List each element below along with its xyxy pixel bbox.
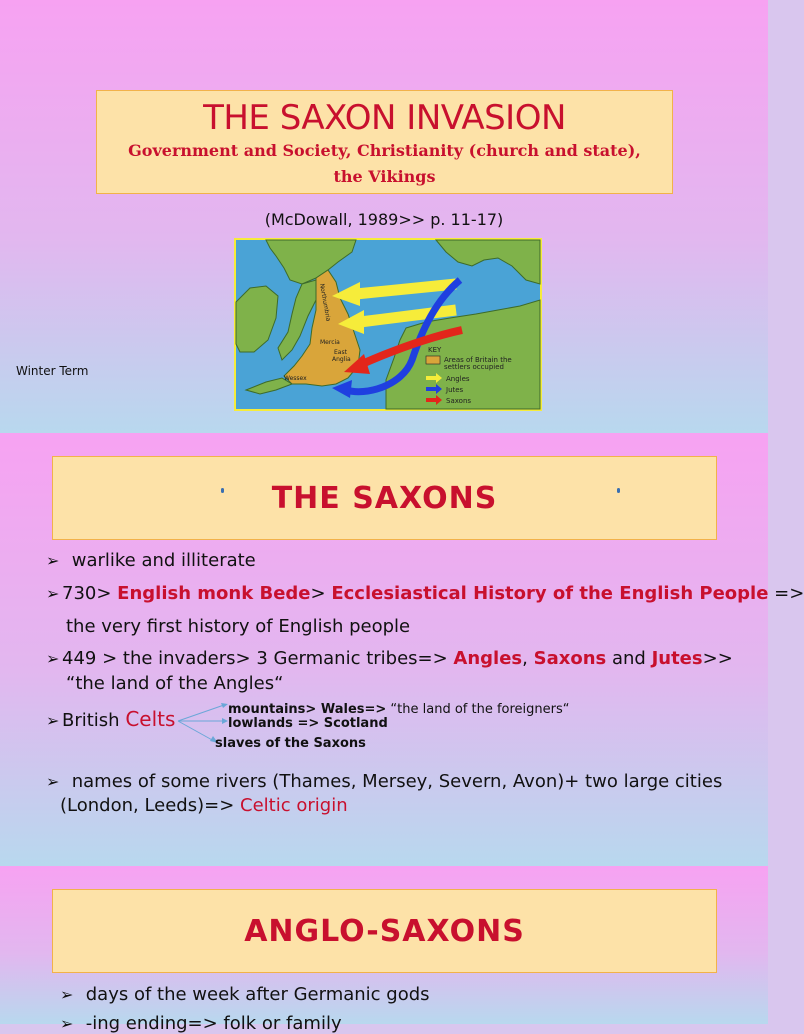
wales-label: mountains> Wales=> (228, 702, 387, 717)
subtitle-line-1: Government and Society, Christianity (church and state), (128, 141, 641, 160)
label-east-anglia-1: East (334, 349, 347, 356)
angles-highlight: Angles (453, 648, 523, 669)
celts-highlight: Celts (125, 707, 176, 731)
bullet-text: , (522, 648, 528, 669)
slide-title: THE SAXONS (271, 481, 498, 516)
key-jutes: Jutes (446, 386, 464, 394)
celtic-origin-highlight: Celtic origin (240, 795, 348, 816)
bullet-text: British (62, 710, 126, 731)
bullet-days-of-week (60, 984, 430, 1005)
bullet-ing-ending (60, 1013, 342, 1034)
bullet-text: >> (702, 648, 733, 669)
bullet-text: (London, Leeds)=> (60, 795, 241, 816)
title-box (52, 889, 717, 973)
title-box (96, 90, 673, 194)
bullet-arrow-icon: ➢ (46, 551, 60, 570)
branch-arrowhead-1 (221, 703, 228, 708)
key-areas-line-2: settlers occupied (444, 363, 504, 371)
bullet-celts (46, 707, 175, 731)
bullet-arrow-icon: ➢ (46, 584, 60, 603)
key-heading: KEY (428, 346, 442, 354)
slide-title: THE SAXON INVASION (203, 98, 566, 138)
bullet-text: => (768, 583, 804, 604)
bullet-arrow-icon: ➢ (46, 711, 60, 730)
label-wessex: Wessex (284, 375, 307, 382)
bullet-warlike (46, 550, 256, 571)
citation: (McDowall, 1989>> p. 11-17) (264, 210, 504, 229)
bullet-arrow-icon: ➢ (60, 1014, 74, 1033)
invasion-map (234, 238, 542, 411)
footer-note: Winter Term (16, 364, 89, 378)
slide-saxon-invasion (0, 0, 768, 433)
celts-sub-scotland: lowlands => Scotland (228, 716, 388, 731)
title-box (52, 456, 717, 540)
saxons-highlight: Saxons (533, 648, 607, 669)
key-swatch-occupied (426, 356, 440, 364)
key-areas-line-1: Areas of Britain the (444, 356, 512, 364)
bullet-arrow-icon: ➢ (60, 985, 74, 1004)
jutes-highlight: Jutes (651, 648, 703, 669)
branch-arrow-1 (178, 705, 224, 721)
bullet-rivers (46, 771, 722, 792)
celts-sub-slaves: slaves of the Saxons (215, 736, 366, 751)
bullet-rivers-line-2 (60, 795, 348, 816)
bullet-bede (46, 583, 804, 604)
decorative-dot (617, 488, 620, 493)
label-mercia: Mercia (320, 339, 340, 346)
decorative-dot (221, 488, 224, 493)
label-northumbria: Northumbria (318, 283, 332, 322)
celts-sub-wales (228, 697, 570, 718)
slide-anglo-saxons (0, 866, 768, 1034)
bullet-invaders-line-2: “the land of the Angles“ (66, 673, 284, 694)
bullet-text: warlike and illiterate (71, 550, 256, 571)
wales-meaning: “the land of the foreigners“ (386, 702, 570, 717)
bullet-text: names of some rivers (Thames, Mersey, Severn, Avon)+ two large cities (71, 771, 723, 792)
invasion-map-svg (236, 240, 540, 409)
bullet-text: and (606, 648, 652, 669)
branch-arrow-3 (178, 721, 214, 741)
label-east-anglia-2: Anglia (332, 356, 351, 363)
bullet-text: 730> (62, 583, 118, 604)
bullet-text: -ing ending=> folk or family (85, 1013, 342, 1034)
bullet-text: days of the week after Germanic gods (85, 984, 430, 1005)
bullet-invaders (46, 648, 733, 669)
bullet-text: 449 > the invaders> 3 Germanic tribes=> (62, 648, 454, 669)
key-saxons: Saxons (446, 397, 472, 405)
slide-the-saxons (0, 433, 804, 866)
bullet-arrow-icon: ➢ (46, 772, 60, 791)
bullet-bede-line-2: the very first history of English people (66, 616, 411, 637)
bullet-arrow-icon: ➢ (46, 649, 60, 668)
history-highlight: Ecclesiastical History of the English People (331, 583, 769, 604)
slide-title: ANGLO-SAXONS (244, 914, 525, 949)
key-angles: Angles (446, 375, 470, 383)
bullet-text: > (310, 583, 326, 604)
subtitle-line-2: the Vikings (333, 167, 436, 186)
bede-highlight: English monk Bede (117, 583, 311, 604)
